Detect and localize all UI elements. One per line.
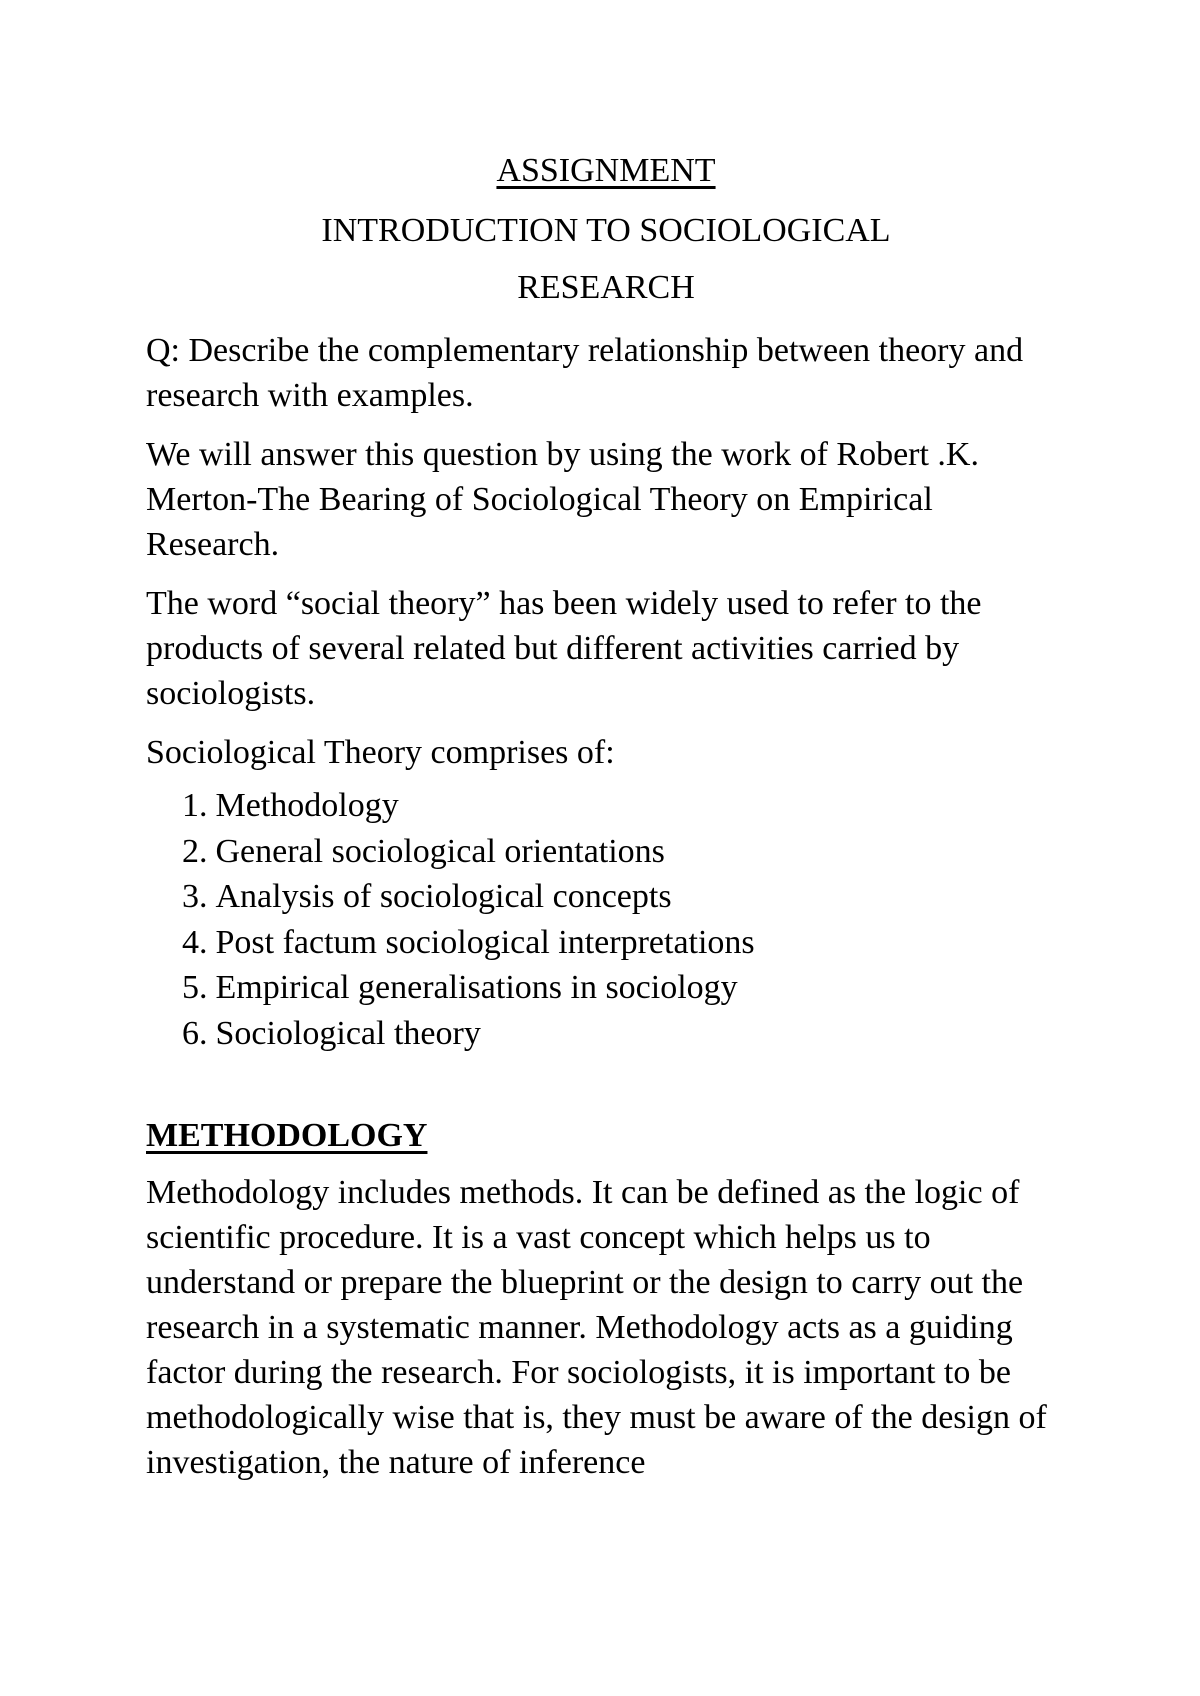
list-item-text: General sociological orientations: [215, 832, 665, 870]
list-number: 3.: [182, 878, 208, 915]
list-number: 4.: [182, 923, 208, 961]
list-number: 1.: [182, 787, 208, 824]
section-heading-methodology: METHODOLOGY: [146, 1117, 428, 1154]
assignment-title: ASSIGNMENT: [496, 152, 716, 189]
list-item: [182, 874, 1066, 920]
paragraph-comprises: Sociological Theory comprises of:: [146, 734, 615, 771]
theory-components-list: [146, 783, 1066, 1056]
list-item: [182, 783, 1066, 829]
course-title-line2: RESEARCH: [517, 269, 695, 306]
list-item-text: Methodology: [215, 787, 399, 824]
course-title-line1: INTRODUCTION TO SOCIOLOGICAL: [321, 212, 891, 249]
list-item: [182, 1011, 1066, 1057]
list-item-text: Sociological theory: [215, 1014, 481, 1052]
list-number: 2.: [182, 832, 208, 870]
document-content: [146, 146, 1066, 1499]
list-item: [182, 920, 1066, 966]
list-item-text: Empirical generalisations in sociology: [215, 969, 738, 1006]
list-item: [182, 965, 1066, 1011]
paragraph-merton: We will answer this question by using the work of Robert .K. Merton-The Bearing of Sociological Theory on Empirical Research.: [146, 436, 979, 563]
list-number: 5.: [182, 969, 208, 1006]
course-title: [146, 202, 1066, 316]
methodology-paragraph: Methodology includes methods. It can be defined as the logic of scientific procedure. It is a vast concept which helps us to understand or prepare the blueprint or the design to carry out the research in a systematic manner. Methodology acts as a guiding factor during the research. For sociologists, it is important to be methodologically wise that is, they must be aware of the design of investigation, the nature of inference: [146, 1174, 1047, 1481]
list-item-text: Post factum sociological interpretations: [215, 923, 755, 961]
paragraph-social-theory: The word “social theory” has been widely used to refer to the products of several related but different activities carried by sociologists.: [146, 585, 982, 712]
list-number: 6.: [182, 1014, 208, 1052]
question-text: Q: Describe the complementary relationship between theory and research with examples.: [146, 332, 1024, 414]
list-item: [182, 829, 1066, 875]
list-item-text: Analysis of sociological concepts: [215, 878, 672, 915]
